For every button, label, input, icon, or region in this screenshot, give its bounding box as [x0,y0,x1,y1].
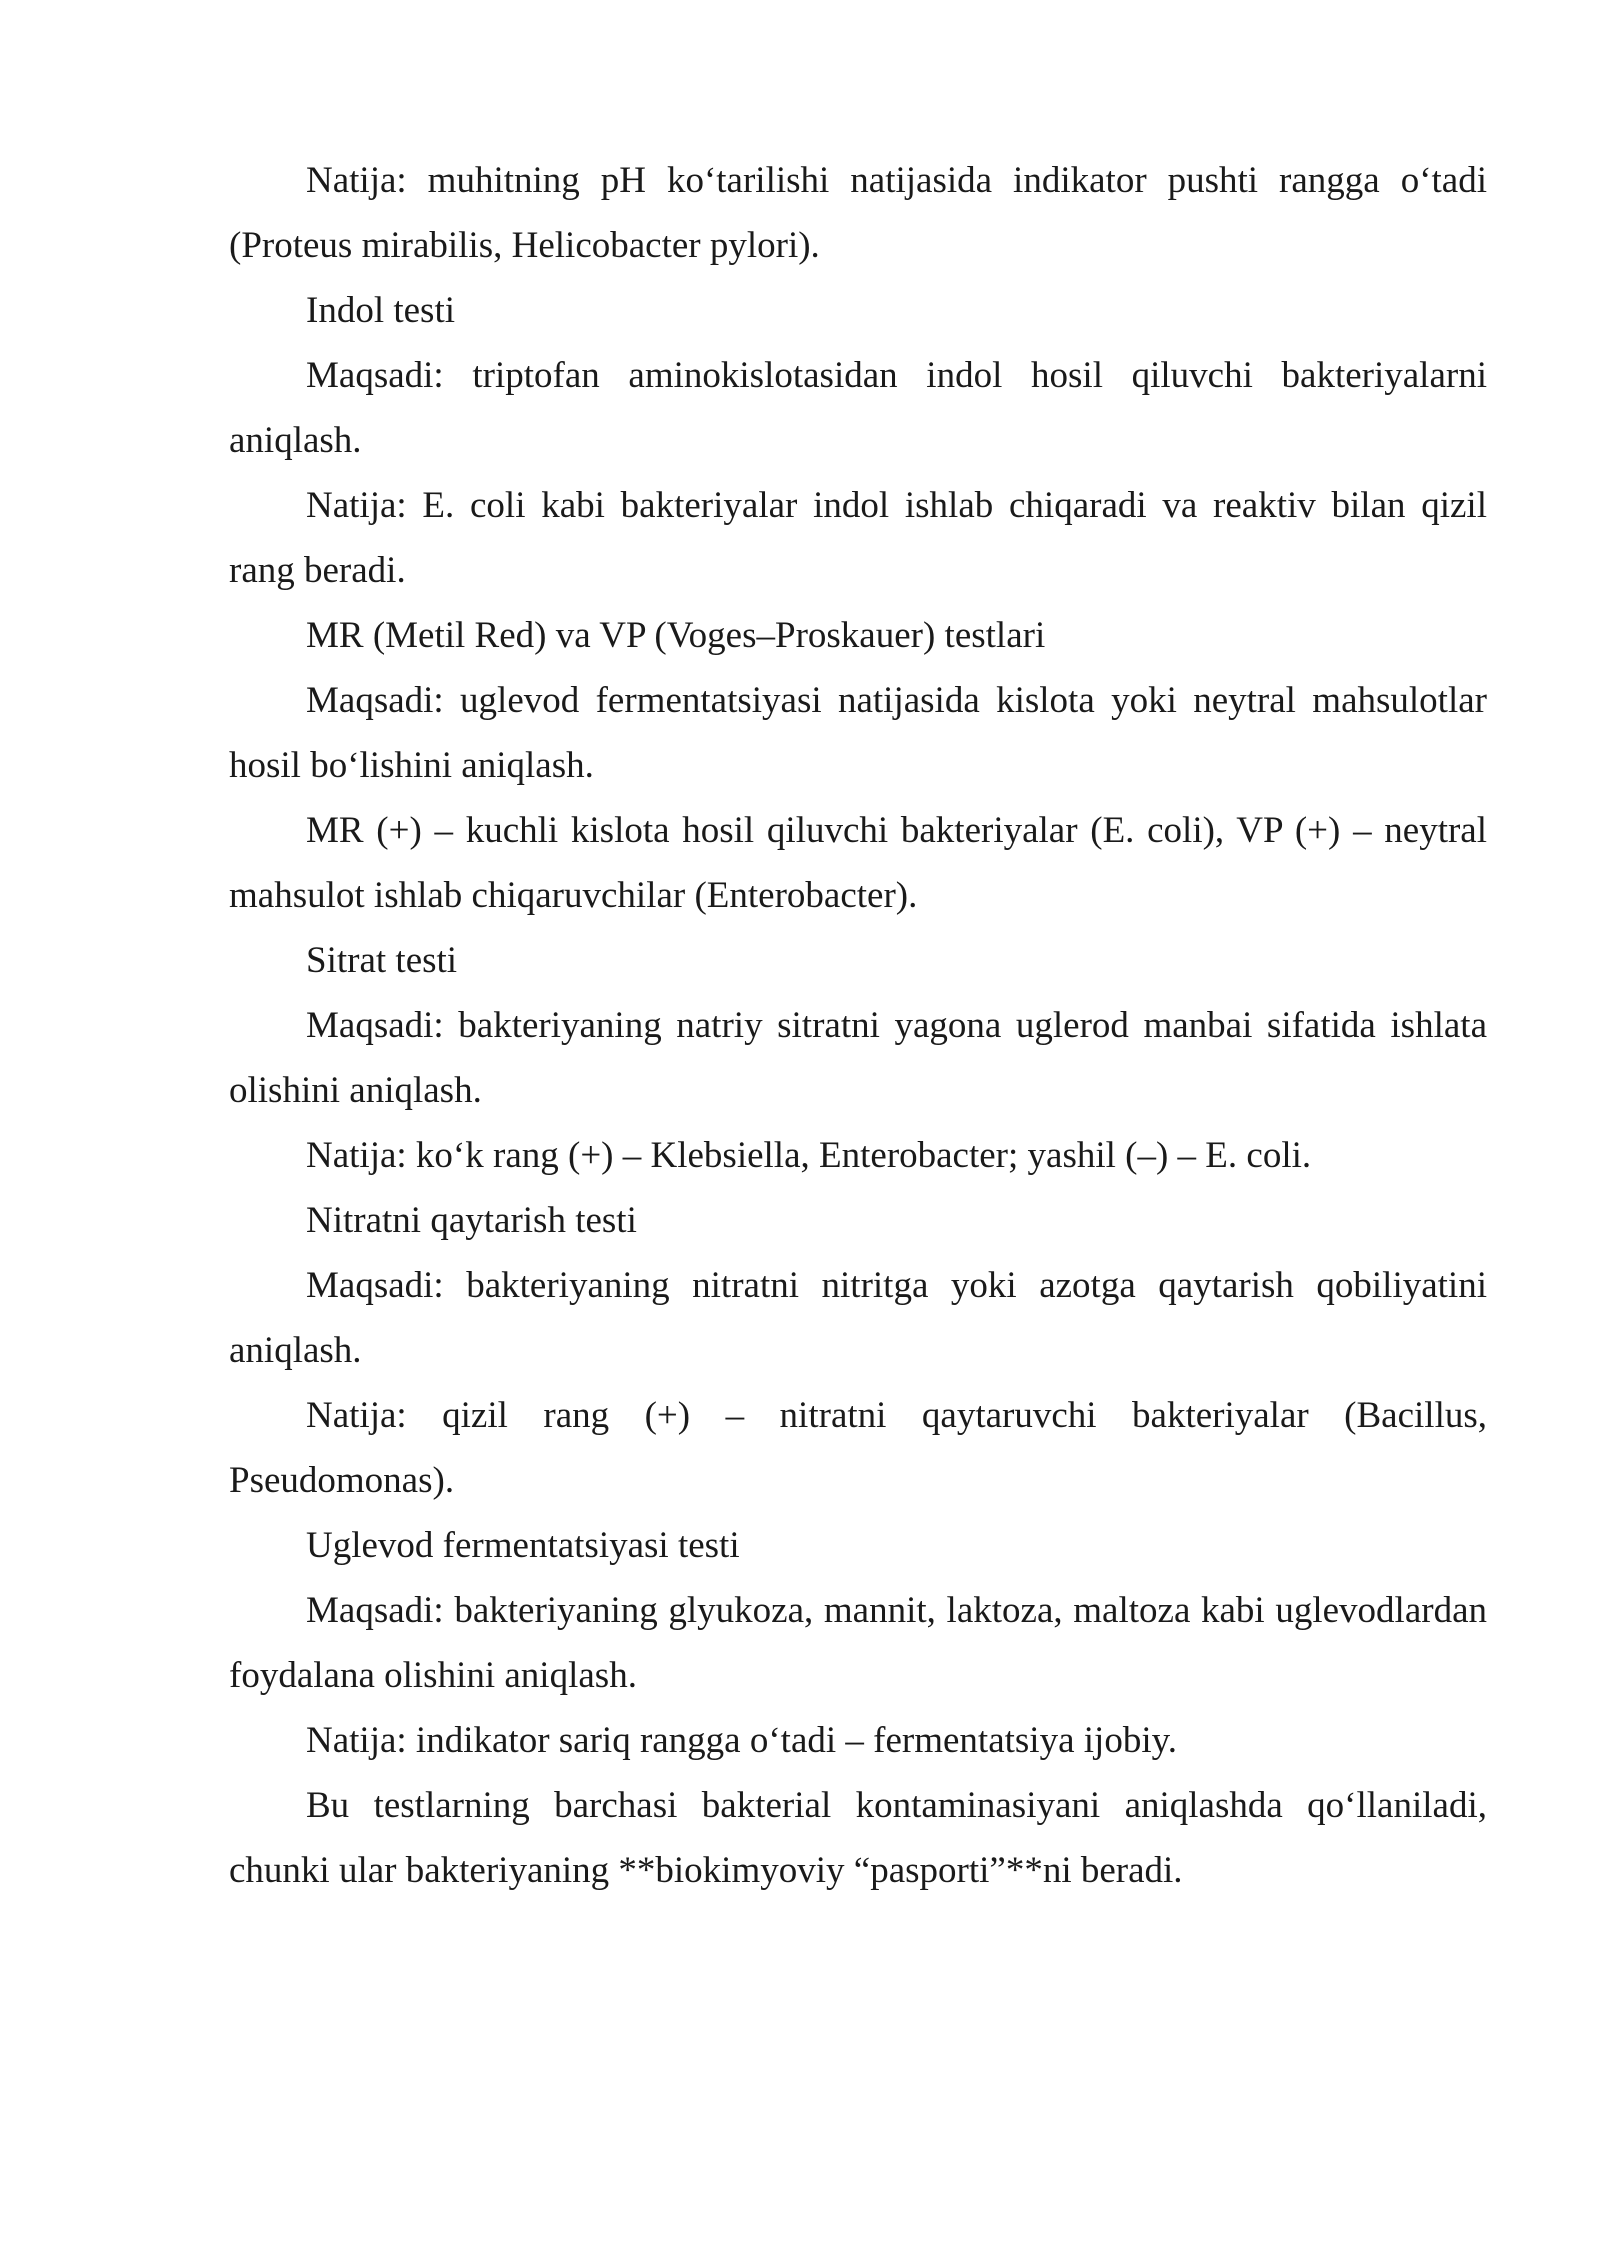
sitrat-heading: Sitrat testi [306,940,458,981]
document-page [229,148,1487,1903]
nitrat-result: Natija: qizil rang (+) – nitratni qaytaruvchi bakteriyalar (Bacillus, Pseudomonas). [229,1395,1487,1501]
uglevod-heading: Uglevod fermentatsiyasi testi [306,1525,740,1566]
uglevod-purpose: Maqsadi: bakteriyaning glyukoza, mannit, laktoza, maltoza kabi uglevodlardan foydalana olishini aniqlash. [229,1590,1487,1696]
sitrat-purpose: Maqsadi: bakteriyaning natriy sitratni yagona uglerod manbai sifatida ishlata olishini aniqlash. [229,1005,1487,1111]
nitrat-purpose: Maqsadi: bakteriyaning nitratni nitritga yoki azotga qaytarish qobiliyatini aniqlash. [229,1265,1487,1371]
indol-purpose: Maqsadi: triptofan aminokislotasidan indol hosil qiluvchi bakteriyalarni aniqlash. [229,355,1487,461]
indol-result: Natija: E. coli kabi bakteriyalar indol ishlab chiqaradi va reaktiv bilan qizil rang beradi. [229,485,1487,591]
mr-vp-heading: MR (Metil Red) va VP (Voges–Proskauer) testlari [306,615,1046,656]
mr-vp-purpose: Maqsadi: uglevod fermentatsiyasi natijasida kislota yoki neytral mahsulotlar hosil bo‘lishini aniqlash. [229,680,1487,786]
sitrat-result: Natija: ko‘k rang (+) – Klebsiella, Enterobacter; yashil (–) – E. coli. [306,1135,1312,1176]
uglevod-result: Natija: indikator sariq rangga o‘tadi – fermentatsiya ijobiy. [306,1720,1177,1761]
conclusion: Bu testlarning barchasi bakterial kontaminasiyani aniqlashda qo‘llaniladi, chunki ular bakteriyaning **biokimyoviy “pasporti”**ni beradi. [229,1785,1487,1891]
mr-vp-result: MR (+) – kuchli kislota hosil qiluvchi bakteriyalar (E. coli), VP (+) – neytral mahsulot ishlab chiqaruvchilar (Enterobacter). [229,810,1487,916]
urease-result: Natija: muhitning pH ko‘tarilishi natijasida indikator pushti rangga o‘tadi (Proteus mirabilis, Helicobacter pylori). [229,160,1487,266]
indol-heading: Indol testi [306,290,456,331]
nitrat-heading: Nitratni qaytarish testi [306,1200,637,1241]
